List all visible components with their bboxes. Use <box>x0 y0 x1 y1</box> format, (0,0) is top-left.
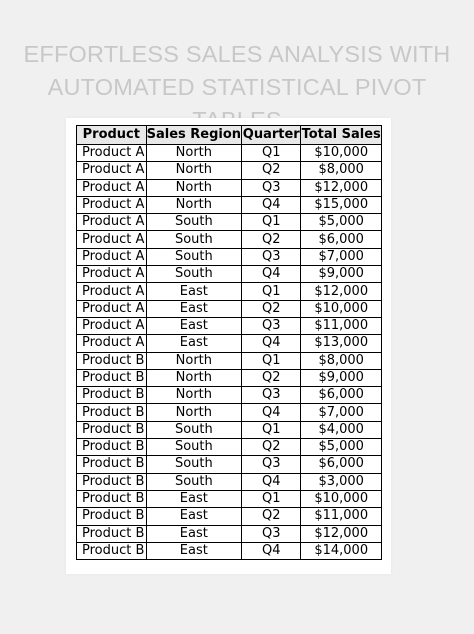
cell-total-sales: $10,000 <box>301 300 382 317</box>
cell-sales-region: South <box>146 456 241 473</box>
table-row <box>77 283 382 300</box>
table-row <box>77 266 382 283</box>
cell-product: Product B <box>77 525 147 542</box>
cell-quarter: Q3 <box>242 248 301 265</box>
cell-quarter: Q1 <box>242 490 301 507</box>
cell-total-sales: $10,000 <box>301 490 382 507</box>
header-total-sales: Total Sales <box>301 126 382 145</box>
table-row <box>77 248 382 265</box>
table-row <box>77 490 382 507</box>
table-row <box>77 473 382 490</box>
table-row <box>77 335 382 352</box>
cell-total-sales: $6,000 <box>301 456 382 473</box>
title-line-1: EFFORTLESS SALES ANALYSIS WITH <box>23 41 451 67</box>
cell-quarter: Q2 <box>242 300 301 317</box>
title-line-2: AUTOMATED STATISTICAL PIVOT <box>47 74 427 100</box>
sales-table <box>76 125 382 560</box>
cell-quarter: Q2 <box>242 231 301 248</box>
cell-quarter: Q3 <box>242 525 301 542</box>
table-row <box>77 508 382 525</box>
cell-total-sales: $13,000 <box>301 335 382 352</box>
header-sales-region: Sales Region <box>146 126 241 145</box>
table-row <box>77 162 382 179</box>
table-row <box>77 369 382 386</box>
table-row <box>77 439 382 456</box>
cell-sales-region: South <box>146 421 241 438</box>
cell-total-sales: $11,000 <box>301 317 382 334</box>
table-row <box>77 300 382 317</box>
cell-sales-region: North <box>146 196 241 213</box>
cell-quarter: Q2 <box>242 369 301 386</box>
cell-quarter: Q3 <box>242 387 301 404</box>
cell-sales-region: South <box>146 266 241 283</box>
cell-total-sales: $12,000 <box>301 525 382 542</box>
cell-total-sales: $15,000 <box>301 196 382 213</box>
cell-sales-region: East <box>146 508 241 525</box>
cell-product: Product A <box>77 231 147 248</box>
cell-product: Product B <box>77 404 147 421</box>
table-row <box>77 231 382 248</box>
table-row <box>77 542 382 559</box>
cell-sales-region: East <box>146 300 241 317</box>
cell-total-sales: $10,000 <box>301 145 382 162</box>
cell-quarter: Q3 <box>242 456 301 473</box>
cell-quarter: Q2 <box>242 508 301 525</box>
table-row <box>77 179 382 196</box>
cell-total-sales: $7,000 <box>301 248 382 265</box>
cell-product: Product B <box>77 456 147 473</box>
cell-sales-region: North <box>146 387 241 404</box>
table-row <box>77 352 382 369</box>
cell-product: Product A <box>77 283 147 300</box>
cell-total-sales: $4,000 <box>301 421 382 438</box>
cell-sales-region: North <box>146 145 241 162</box>
cell-sales-region: South <box>146 439 241 456</box>
cell-sales-region: North <box>146 404 241 421</box>
cell-sales-region: South <box>146 214 241 231</box>
cell-quarter: Q4 <box>242 542 301 559</box>
cell-quarter: Q1 <box>242 421 301 438</box>
cell-product: Product A <box>77 162 147 179</box>
cell-quarter: Q1 <box>242 145 301 162</box>
header-product: Product <box>77 126 147 145</box>
cell-product: Product B <box>77 542 147 559</box>
cell-sales-region: East <box>146 317 241 334</box>
cell-sales-region: East <box>146 490 241 507</box>
cell-quarter: Q1 <box>242 352 301 369</box>
table-body <box>77 145 382 560</box>
cell-product: Product B <box>77 352 147 369</box>
cell-sales-region: North <box>146 369 241 386</box>
cell-product: Product A <box>77 317 147 334</box>
cell-product: Product B <box>77 508 147 525</box>
table-row <box>77 525 382 542</box>
cell-sales-region: East <box>146 335 241 352</box>
cell-sales-region: North <box>146 162 241 179</box>
cell-quarter: Q3 <box>242 179 301 196</box>
table-header-row <box>77 126 382 145</box>
cell-product: Product A <box>77 248 147 265</box>
cell-product: Product B <box>77 473 147 490</box>
cell-product: Product A <box>77 266 147 283</box>
cell-total-sales: $7,000 <box>301 404 382 421</box>
cell-product: Product B <box>77 421 147 438</box>
cell-product: Product B <box>77 490 147 507</box>
cell-total-sales: $6,000 <box>301 387 382 404</box>
cell-sales-region: East <box>146 525 241 542</box>
cell-quarter: Q4 <box>242 266 301 283</box>
cell-sales-region: South <box>146 473 241 490</box>
cell-quarter: Q2 <box>242 439 301 456</box>
cell-quarter: Q1 <box>242 283 301 300</box>
cell-product: Product B <box>77 439 147 456</box>
cell-total-sales: $6,000 <box>301 231 382 248</box>
cell-quarter: Q4 <box>242 196 301 213</box>
cell-quarter: Q2 <box>242 162 301 179</box>
cell-product: Product A <box>77 179 147 196</box>
cell-total-sales: $8,000 <box>301 352 382 369</box>
cell-sales-region: South <box>146 248 241 265</box>
table-row <box>77 196 382 213</box>
cell-quarter: Q4 <box>242 335 301 352</box>
cell-total-sales: $12,000 <box>301 179 382 196</box>
cell-product: Product B <box>77 369 147 386</box>
table-row <box>77 214 382 231</box>
cell-product: Product A <box>77 335 147 352</box>
cell-total-sales: $14,000 <box>301 542 382 559</box>
table-row <box>77 387 382 404</box>
cell-product: Product A <box>77 196 147 213</box>
cell-total-sales: $12,000 <box>301 283 382 300</box>
cell-quarter: Q4 <box>242 404 301 421</box>
cell-sales-region: North <box>146 179 241 196</box>
cell-sales-region: East <box>146 542 241 559</box>
cell-total-sales: $8,000 <box>301 162 382 179</box>
cell-sales-region: East <box>146 283 241 300</box>
cell-quarter: Q4 <box>242 473 301 490</box>
cell-quarter: Q3 <box>242 317 301 334</box>
table-row <box>77 404 382 421</box>
cell-total-sales: $5,000 <box>301 439 382 456</box>
cell-sales-region: South <box>146 231 241 248</box>
cell-total-sales: $9,000 <box>301 369 382 386</box>
table-row <box>77 456 382 473</box>
table-row <box>77 145 382 162</box>
cell-total-sales: $11,000 <box>301 508 382 525</box>
table-row <box>77 317 382 334</box>
cell-product: Product A <box>77 214 147 231</box>
cell-total-sales: $9,000 <box>301 266 382 283</box>
cell-product: Product B <box>77 387 147 404</box>
header-quarter: Quarter <box>242 126 301 145</box>
table-row <box>77 421 382 438</box>
cell-total-sales: $3,000 <box>301 473 382 490</box>
cell-sales-region: North <box>146 352 241 369</box>
cell-product: Product A <box>77 145 147 162</box>
cell-total-sales: $5,000 <box>301 214 382 231</box>
cell-quarter: Q1 <box>242 214 301 231</box>
cell-product: Product A <box>77 300 147 317</box>
